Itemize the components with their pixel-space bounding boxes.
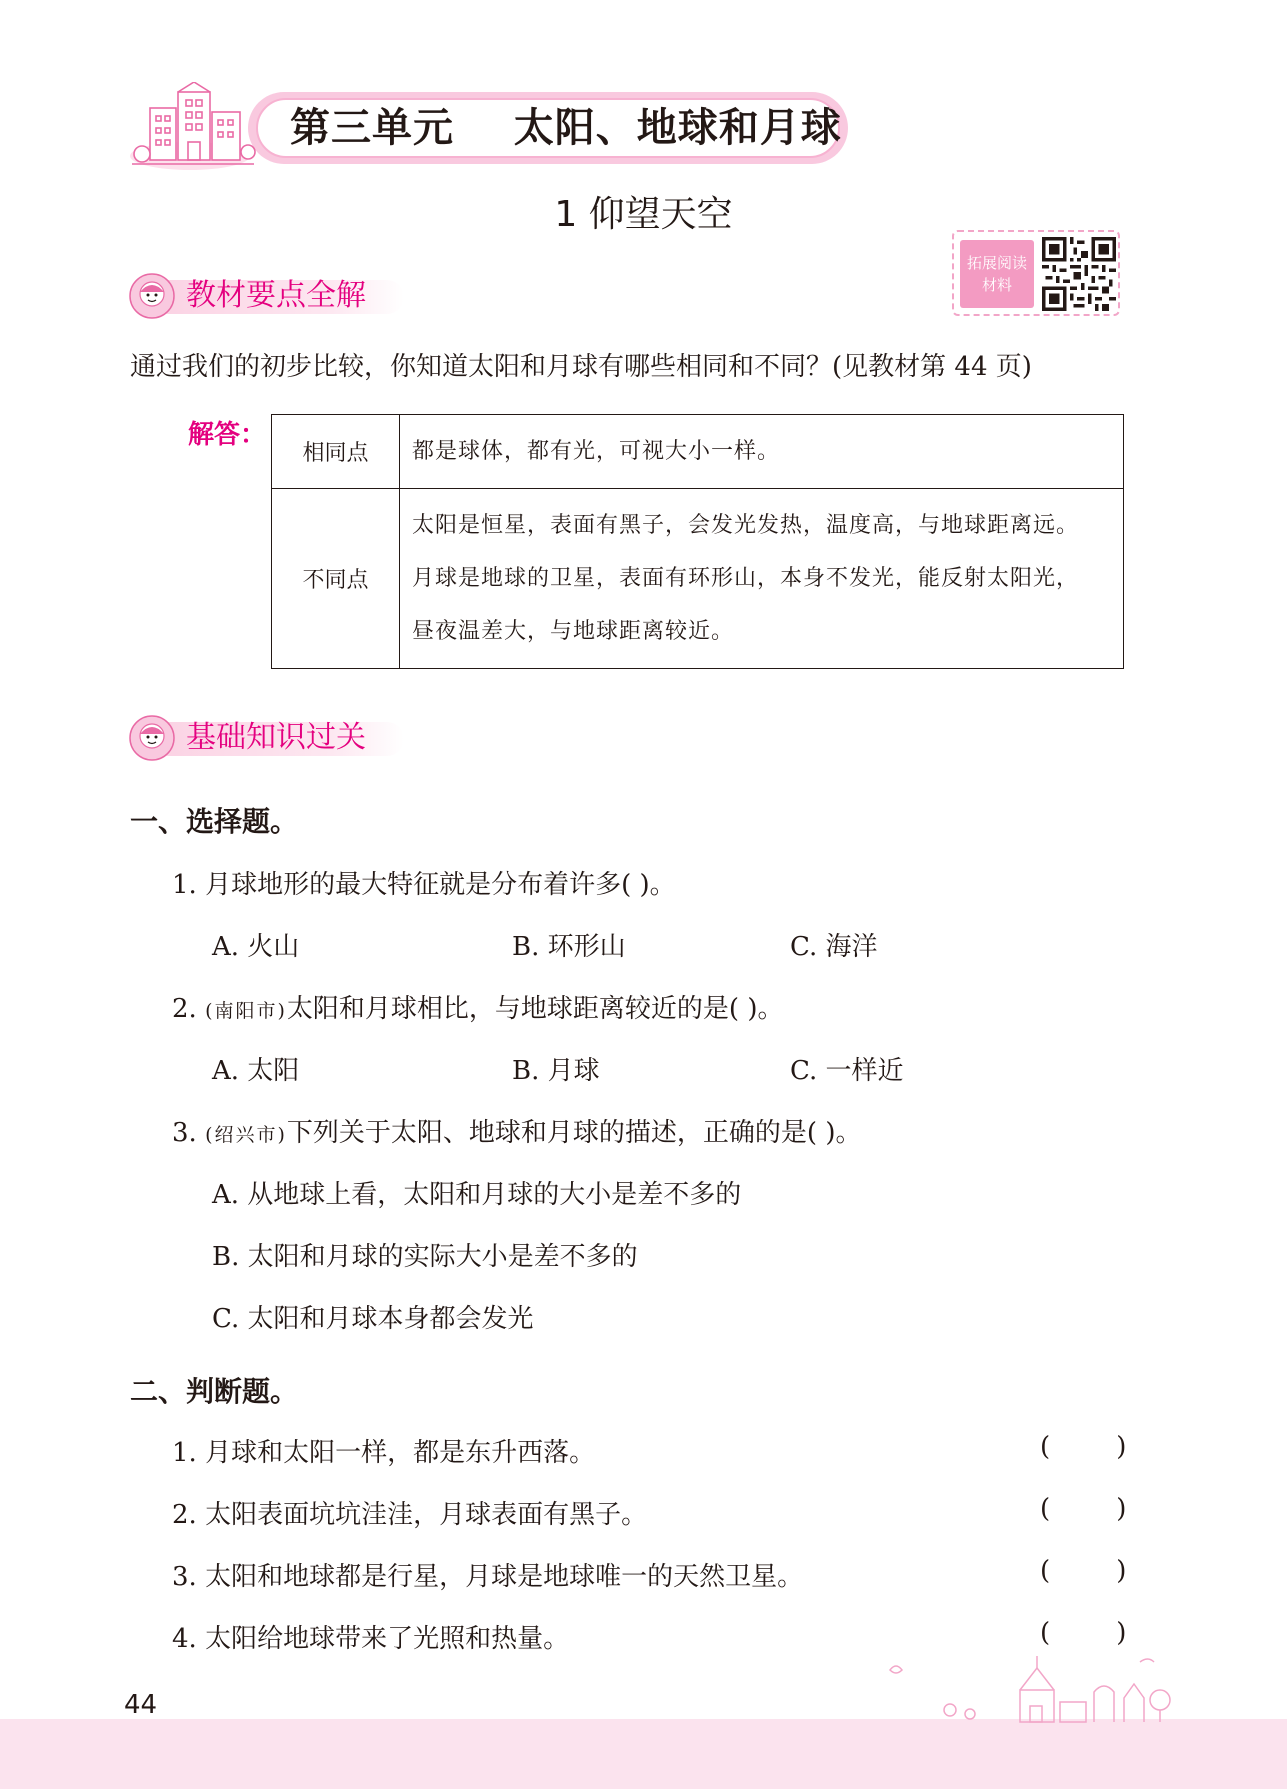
question-number: 3. [172,1562,197,1592]
question-text: 下列关于太阳、地球和月球的描述，正确的是( )。 [286,1118,862,1148]
qr-label-line1: 拓展阅读 [966,254,1027,272]
table-row [272,489,1124,669]
question-intro: 通过我们的初步比较，你知道太阳和月球有哪些相同和不同？(见教材第 44 页) [130,352,1032,382]
question-item [172,1556,803,1593]
answer-blank[interactable]: ( ) [1040,1494,1127,1524]
table-line: 太阳是恒星，表面有黑子，会发光发热，温度高，与地球距离远。 [412,513,1080,538]
qr-label-line2: 材料 [981,276,1012,294]
table-line: 昼夜温差大，与地球距离较近。 [412,619,735,644]
cartoon-girl-icon [128,714,176,762]
part2-heading: 二、判断题。 [130,1375,299,1408]
page-number: 44 [124,1690,158,1720]
part1-heading: 一、选择题。 [130,805,299,838]
question-number: 4. [172,1624,197,1654]
question-text: 太阳给地球带来了光照和热量。 [205,1624,570,1654]
qr-box[interactable] [952,230,1120,316]
castle-doodle-icon [880,1650,1180,1730]
unit-title: 第三单元 太阳、地球和月球 [290,105,842,151]
qr-code-icon[interactable] [1042,237,1116,311]
answer-blank[interactable]: ( ) [1040,1618,1127,1648]
question-number: 1. [172,870,197,900]
section-label: 教材要点全解 [186,278,366,313]
question-item [172,1618,569,1655]
question-number: 3. [172,1118,197,1148]
section-label: 基础知识过关 [186,720,366,755]
question-item [172,988,783,1025]
unit-banner [128,82,848,174]
question-text: 太阳和地球都是行星，月球是地球唯一的天然卫星。 [205,1562,804,1592]
option: B. 太阳和月球的实际大小是差不多的 [212,1242,638,1272]
question-number: 2. [172,1500,197,1530]
lesson-title: 1 仰望天空 [554,194,733,235]
table-head-cell: 不同点 [272,489,400,669]
option: C. 太阳和月球本身都会发光 [212,1304,534,1334]
question-number: 1. [172,1438,197,1468]
option: B. 环形山 [512,932,626,962]
table-body-cell [400,489,1124,669]
cartoon-girl-icon [128,272,176,320]
qr-label [960,240,1034,308]
table-body-cell [400,415,1124,489]
table-head-cell: 相同点 [272,415,400,489]
answer-blank[interactable]: ( ) [1040,1556,1127,1586]
option: A. 从地球上看，太阳和月球的大小是差不多的 [212,1180,742,1210]
table-line: 都是球体，都有光，可视大小一样。 [412,439,781,464]
section-header-key-points [128,270,408,322]
question-text: 太阳和月球相比，与地球距离较近的是( )。 [286,994,784,1024]
option: A. 太阳 [212,1056,300,1086]
section-header-basics [128,712,408,764]
option: C. 一样近 [790,1056,904,1086]
question-text: 月球地形的最大特征就是分布着许多( )。 [205,870,676,900]
option: C. 海洋 [790,932,878,962]
question-source: (绍兴市) [205,1124,287,1146]
option: A. 火山 [212,932,300,962]
option: B. 月球 [512,1056,600,1086]
question-source: (南阳市) [205,1000,287,1022]
school-building-icon [128,82,258,174]
answer-tag: 解答： [188,420,267,450]
table-row [272,415,1124,489]
table-line: 月球是地球的卫星，表面有环形山，本身不发光，能反射太阳光， [412,566,1080,591]
question-item [172,1494,647,1531]
question-item [172,864,676,901]
question-item [172,1112,861,1149]
question-text: 太阳表面坑坑洼洼，月球表面有黑子。 [205,1500,648,1530]
question-item [172,1432,595,1469]
question-number: 2. [172,994,197,1024]
answer-blank[interactable]: ( ) [1040,1432,1127,1462]
answer-table [271,414,1124,669]
question-text: 月球和太阳一样，都是东升西落。 [205,1438,596,1468]
